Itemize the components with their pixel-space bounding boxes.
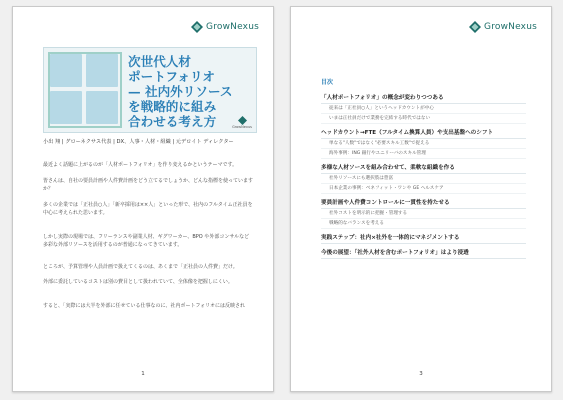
paragraph: 外部に委託しているコストは別の費目として扱われていて、全体像を把握しにくい。 xyxy=(43,279,233,285)
paragraph: しかし実際の現場では、フリーランスや副業人材、ギグワーカー、BPO や外部コンサルなど多彩な外部リソースを活用するのが普通になってきています。 xyxy=(43,234,250,248)
paragraph: 多くの企業では「正社員○人」「新卒採用は××人」といった形で、社内のフルタイム正社員を中心に考えられた思います。 xyxy=(43,202,253,216)
toc-heading[interactable]: 今後の展望：「社外人材を含むポートフォリオ」はより浸透 xyxy=(321,248,526,259)
brand-name: GrowNexus xyxy=(484,22,537,32)
toc-title: 目次 xyxy=(321,79,334,86)
page-number: 1 xyxy=(141,371,145,377)
toc-subitem[interactable]: 戦略的なバランスを考える xyxy=(321,219,526,229)
toc-heading[interactable]: ヘッドカウント→FTE（フルタイム換算人員）や支出基盤へのシフト xyxy=(321,128,526,139)
author-line: 小出 翔 | グローネクサス代表 | DX、人事・人材・組織 | 元デロイト ディレクター xyxy=(43,139,234,145)
paragraph: 最近よく話題に上がるのが「人材ポートフォリオ」を作り変えるかというテーマです。 xyxy=(43,162,238,168)
paragraph: ところが、予算管理や人員計画で扱えてくるのは、あくまで「正社員の人件費」だけ。 xyxy=(43,264,238,270)
grownexus-mini-logo-icon xyxy=(238,116,247,125)
toc-subitem[interactable]: 社外リソースにも選択肢は豊富 xyxy=(321,174,526,184)
toc-subitem[interactable]: 海外事例：ING 銀行やユニリーバのスキル管理 xyxy=(321,149,526,159)
document-title: 次世代人材 ポートフォリオ — 社内外リソース を戦略的に組み 合わせる考え方 xyxy=(128,54,233,129)
grownexus-logo-icon xyxy=(191,21,203,33)
toc-subitem[interactable]: いまは正社員だけで業務を完結する時代ではない xyxy=(321,114,526,124)
table-of-contents xyxy=(321,89,526,259)
brand-logo xyxy=(191,21,259,33)
toc-heading[interactable]: 要員計画や人件費コントロールに一貫性を持たせる xyxy=(321,198,526,209)
toc-subitem[interactable]: 社外コストを明示的に把握・管理する xyxy=(321,209,526,219)
toc-subitem[interactable]: 単なる"人数"ではなく"必要スキル工数"で捉える xyxy=(321,139,526,149)
toc-heading[interactable]: 多様な人材ソースを組み合わせて、柔軟な組織を作る xyxy=(321,163,526,174)
grownexus-logo-icon xyxy=(469,21,481,33)
document-page-1 xyxy=(12,6,274,392)
toc-heading[interactable]: 実践ステップ：社内×社外を一体的にマネジメントする xyxy=(321,233,526,244)
brand-logo xyxy=(469,21,537,33)
page-number: 3 xyxy=(419,371,423,377)
toc-subitem[interactable]: 日本企業の事例：ベネフィット・ワンや GE ヘルスケア xyxy=(321,184,526,194)
paragraph: 皆さんは、自社の要員計画や人件費計画をどう立てるでしょうか、どんな指標を使っていますか？ xyxy=(43,178,253,192)
paragraph: すると、「実際には大半を外部に任せている仕事なのに、社内ポートフォリオには反映され xyxy=(43,303,246,309)
cover-logo: GrowNexus xyxy=(232,116,252,129)
cover-banner xyxy=(43,47,257,133)
toc-heading[interactable]: 「人材ポートフォリオ」の概念が変わりつつある xyxy=(321,93,526,104)
brand-name: GrowNexus xyxy=(206,22,259,32)
toc-subitem[interactable]: 従来は「正社員○人」というヘッドカウントが中心 xyxy=(321,104,526,114)
document-page-3 xyxy=(290,6,552,392)
cover-grid-illustration xyxy=(50,54,120,126)
